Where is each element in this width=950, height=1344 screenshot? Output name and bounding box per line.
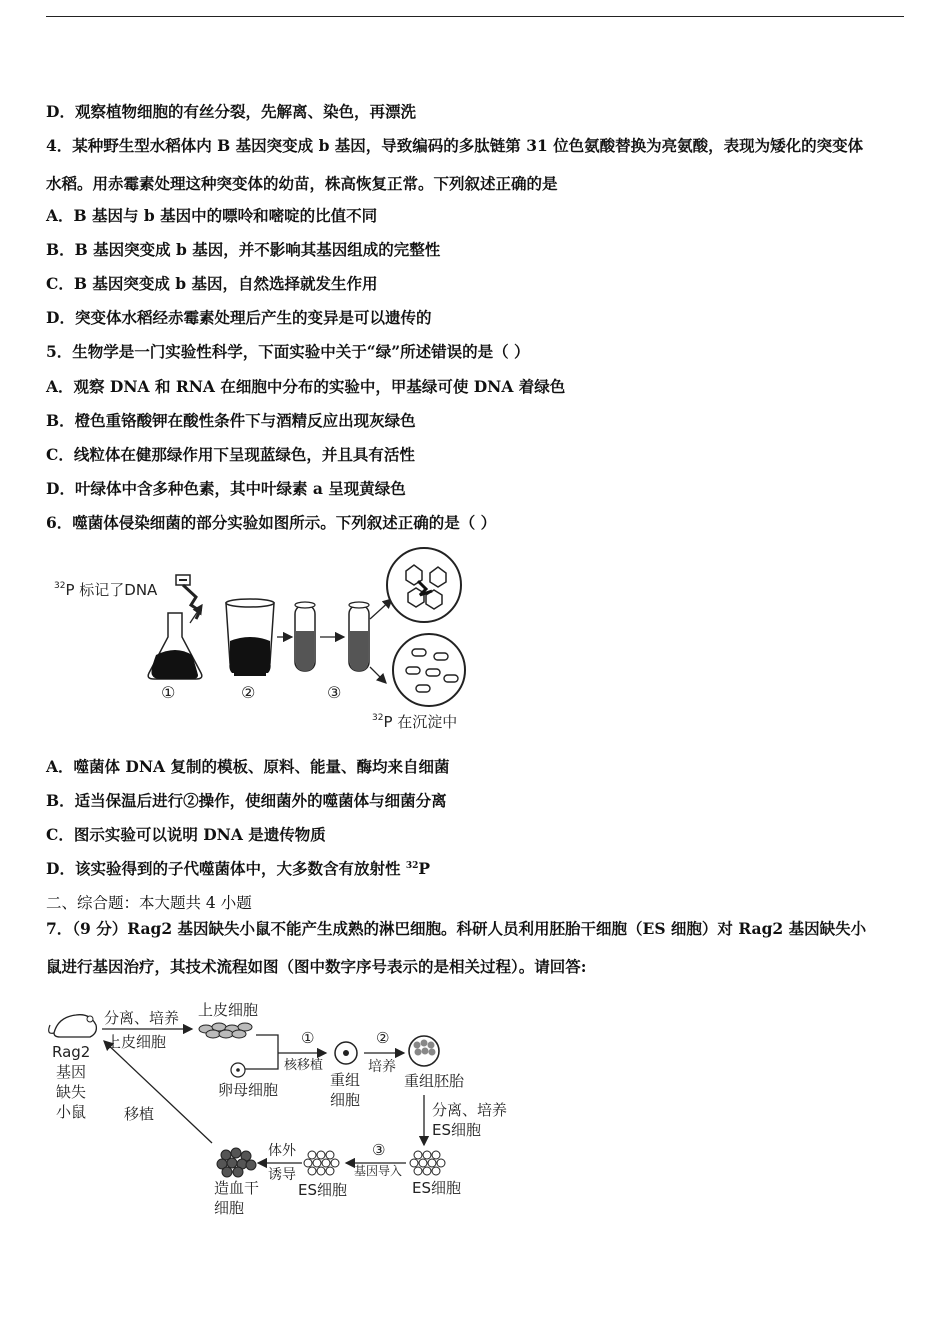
es-cells-icon — [304, 1151, 339, 1175]
fig6-sup-top: 32 — [54, 581, 66, 591]
fig7-recomb-embryo-label: 重组胚胎 — [404, 1072, 465, 1090]
q6-option-d — [46, 859, 430, 879]
fig7-sep-culture-top: 分离、培养 — [104, 1009, 180, 1027]
recombinant-cell-icon — [335, 1042, 357, 1064]
fig7-step1-label: ① — [301, 1029, 315, 1047]
es-cells-icon — [410, 1151, 445, 1175]
fig7-gene-transfer-label: 基因导入 — [354, 1164, 403, 1178]
hematopoietic-stem-cells-icon — [217, 1148, 256, 1177]
fig7-in-vitro-label-2: 诱导 — [268, 1167, 296, 1183]
test-tube-icon — [295, 602, 315, 671]
fig7-transplant-label: 移植 — [124, 1105, 155, 1123]
oocyte-icon — [231, 1063, 245, 1077]
q3-option-d: D．观察植物细胞的有丝分裂，先解离、染色，再漂洗 — [46, 102, 416, 121]
recombinant-embryo-icon — [409, 1036, 439, 1066]
fig7-recomb-cell-label-2: 细胞 — [330, 1091, 361, 1109]
svg-text:32P 标记了DNA — [54, 581, 158, 599]
fig7-mouse-label-2: 基因 — [56, 1063, 87, 1081]
section-2-heading: 二、综合题：本大题共 4 小题 — [46, 894, 252, 912]
q6-stem: 6．噬菌体侵染细菌的部分实验如图所示。下列叙述正确的是（ ） — [46, 513, 497, 532]
q6-option-d-text: D．该实验得到的子代噬菌体中，大多数含有放射性 — [46, 859, 406, 878]
fig6-label-top: P 标记了DNA — [65, 581, 158, 599]
fig7-recomb-cell-label-1: 重组 — [330, 1071, 361, 1089]
pellet-view-icon — [393, 634, 465, 706]
phage-infection-figure — [46, 545, 476, 740]
fig7-culture-label: 培养 — [368, 1059, 396, 1075]
fig7-hsc-label-2: 细胞 — [214, 1199, 245, 1217]
fig7-es-cell-right-label: ES细胞 — [412, 1179, 461, 1197]
mouse-icon — [49, 1015, 97, 1037]
header-rule — [46, 16, 904, 17]
q6-option-b: B．适当保温后进行②操作，使细菌外的噬菌体与细菌分离 — [46, 791, 447, 810]
test-tube-icon — [349, 602, 369, 671]
fig6-step1-label: ① — [161, 683, 176, 702]
q5-option-c: C．线粒体在健那绿作用下呈现蓝绿色，并且具有活性 — [46, 445, 415, 464]
fig7-step3-label: ③ — [372, 1141, 386, 1159]
fig7-es-cell-arrow-label: ES细胞 — [432, 1121, 481, 1139]
fig7-mouse-label-4: 小鼠 — [56, 1103, 87, 1121]
fig6-sup-bottom: 32 — [372, 713, 384, 723]
q5-option-b: B．橙色重铬酸钾在酸性条件下与酒精反应出现灰绿色 — [46, 411, 416, 430]
q4-option-b: B．B 基因突变成 b 基因，并不影响其基因组成的完整性 — [46, 240, 441, 259]
blender-icon — [226, 599, 274, 676]
fig7-nuclear-transfer-label: 核移植 — [284, 1058, 324, 1073]
flask-icon — [148, 605, 202, 679]
fig7-epithelial-arrow-label: 上皮细胞 — [106, 1033, 167, 1051]
fig7-epithelial-label: 上皮细胞 — [198, 1001, 259, 1019]
fig7-mouse-label-1: Rag2 — [52, 1043, 91, 1061]
q5-option-d: D．叶绿体中含多种色素，其中叶绿素 a 呈现黄绿色 — [46, 479, 406, 498]
gene-therapy-flow-figure — [46, 995, 526, 1220]
svg-text:32P 在沉淀中 — [372, 713, 457, 731]
q4-stem-line1: 4．某种野生型水稻体内 B 基因突变成 b 基因，导致编码的多肽链第 31 位色氨酸替换为亮氨酸，表现为矮化的突变体 — [46, 136, 864, 155]
fig7-step2-label: ② — [376, 1029, 390, 1047]
fig7-mouse-label-3: 缺失 — [56, 1083, 87, 1101]
fig7-hsc-label-1: 造血干 — [214, 1179, 260, 1197]
q4-stem-line2: 水稻。用赤霉素处理这种突变体的幼苗，株高恢复正常。下列叙述正确的是 — [46, 174, 558, 193]
fig7-in-vitro-label-1: 体外 — [268, 1143, 296, 1159]
fig7-es-cell-mid-label: ES细胞 — [298, 1181, 347, 1199]
fig7-oocyte-label: 卵母细胞 — [218, 1081, 279, 1099]
q7-stem-line1: 7．（9 分）Rag2 基因缺失小鼠不能产生成熟的淋巴细胞。科研人员利用胚胎干细胞（ES 细胞）对 Rag2 基因缺失小 — [46, 919, 867, 938]
fig7-sep-culture-right: 分离、培养 — [432, 1101, 508, 1119]
supernatant-view-icon — [387, 548, 461, 622]
q4-option-d: D．突变体水稻经赤霉素处理后产生的变异是可以遗传的 — [46, 308, 432, 327]
fig6-step3-label: ③ — [327, 683, 342, 702]
epithelial-cells-icon — [199, 1023, 252, 1038]
q5-stem: 5．生物学是一门实验性科学，下面实验中关于“绿”所述错误的是（ ） — [46, 342, 530, 361]
q6-option-a: A．噬菌体 DNA 复制的模板、原料、能量、酶均来自细菌 — [46, 757, 450, 776]
q6-option-d-sup: 32 — [405, 860, 419, 871]
fig6-label-bottom: P 在沉淀中 — [383, 713, 458, 731]
fig6-step2-label: ② — [241, 683, 256, 702]
q6-option-d-tail: P — [418, 859, 431, 878]
q4-option-a: A．B 基因与 b 基因中的嘌呤和嘧啶的比值不同 — [46, 206, 378, 225]
q5-option-a: A．观察 DNA 和 RNA 在细胞中分布的实验中，甲基绿可使 DNA 着绿色 — [46, 377, 566, 396]
q7-stem-line2: 鼠进行基因治疗，其技术流程如图（图中数字序号表示的是相关过程）。请回答: — [46, 957, 587, 976]
q6-option-c: C．图示实验可以说明 DNA 是遗传物质 — [46, 825, 326, 844]
q4-option-c: C．B 基因突变成 b 基因，自然选择就发生作用 — [46, 274, 378, 293]
